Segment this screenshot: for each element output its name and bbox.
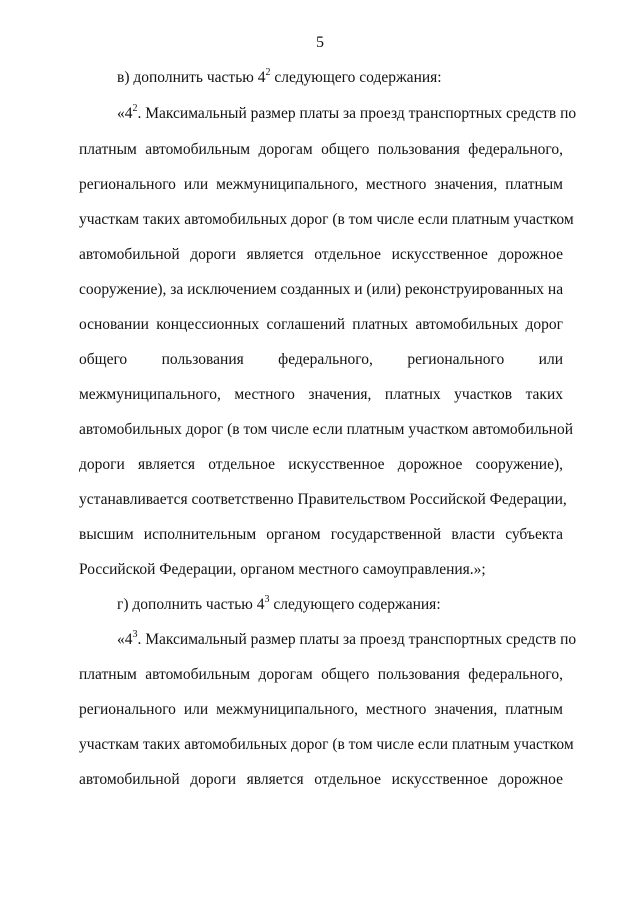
section-v-line-10: автомобильных дорог (в том числе если платным участком автомобильной xyxy=(79,421,574,438)
section-v-line-14: Российской Федерации, органом местного самоуправления.»; xyxy=(79,561,486,578)
section-g-line-5: автомобильной дороги является отдельное искусственное дорожное xyxy=(79,771,563,788)
section-v-intro-text-end: следующего содержания: xyxy=(270,69,442,86)
section-g-intro-text: г) дополнить частью 4 xyxy=(117,596,265,613)
section-g-line-1 xyxy=(117,628,577,650)
section-v-line-13: высшим исполнительным органом государственной власти субъекта xyxy=(79,526,563,543)
section-v-line-3: регионального или межмуниципального, местного значения, платным xyxy=(79,176,563,193)
section-v-line-5: автомобильной дороги является отдельное искусственное дорожное xyxy=(79,246,563,263)
section-g-line-1-text: . Максимальный размер платы за проезд транспортных средств по xyxy=(137,631,577,648)
section-v-line-12: устанавливается соответственно Правительством Российской Федерации, xyxy=(79,491,567,508)
section-v-line-1 xyxy=(117,102,577,124)
section-v-line-6: сооружение), за исключением созданных и (или) реконструированных на xyxy=(79,281,564,298)
section-g-line-4: участкам таких автомобильных дорог (в том числе если платным участком xyxy=(79,736,574,753)
section-v-line-2: платным автомобильным дорогам общего пользования федерального, xyxy=(79,141,563,158)
section-v-line-9: межмуниципального, местного значения, платных участков таких xyxy=(79,386,563,403)
section-v-para-sup: 2 xyxy=(132,102,138,114)
section-v-line-4: участкам таких автомобильных дорог (в том числе если платным участком xyxy=(79,211,574,228)
section-g-line-3: регионального или межмуниципального, местного значения, платным xyxy=(79,701,563,718)
section-g-intro-text-end: следующего содержания: xyxy=(269,596,441,613)
section-g-para-sup: 3 xyxy=(132,628,138,640)
section-g-para-open: «4 xyxy=(117,631,133,648)
section-v-line-8: общего пользования федерального, регионального или xyxy=(79,351,563,368)
section-v-line-1-text: . Максимальный размер платы за проезд транспортных средств по xyxy=(137,105,577,122)
section-v-intro-text: в) дополнить частью 4 xyxy=(117,69,266,86)
section-v-line-11: дороги является отдельное искусственное дорожное сооружение), xyxy=(79,456,563,473)
section-v-intro-sup: 2 xyxy=(265,66,271,78)
page-number: 5 xyxy=(316,34,324,51)
section-g-line-2: платным автомобильным дорогам общего пользования федерального, xyxy=(79,666,563,683)
section-v-line-7: основании концессионных соглашений платных автомобильных дорог xyxy=(79,316,563,333)
section-g-intro xyxy=(117,595,563,615)
section-g-intro-sup: 3 xyxy=(264,593,270,605)
section-v-para-open: «4 xyxy=(117,105,133,122)
section-v-intro xyxy=(117,68,563,88)
